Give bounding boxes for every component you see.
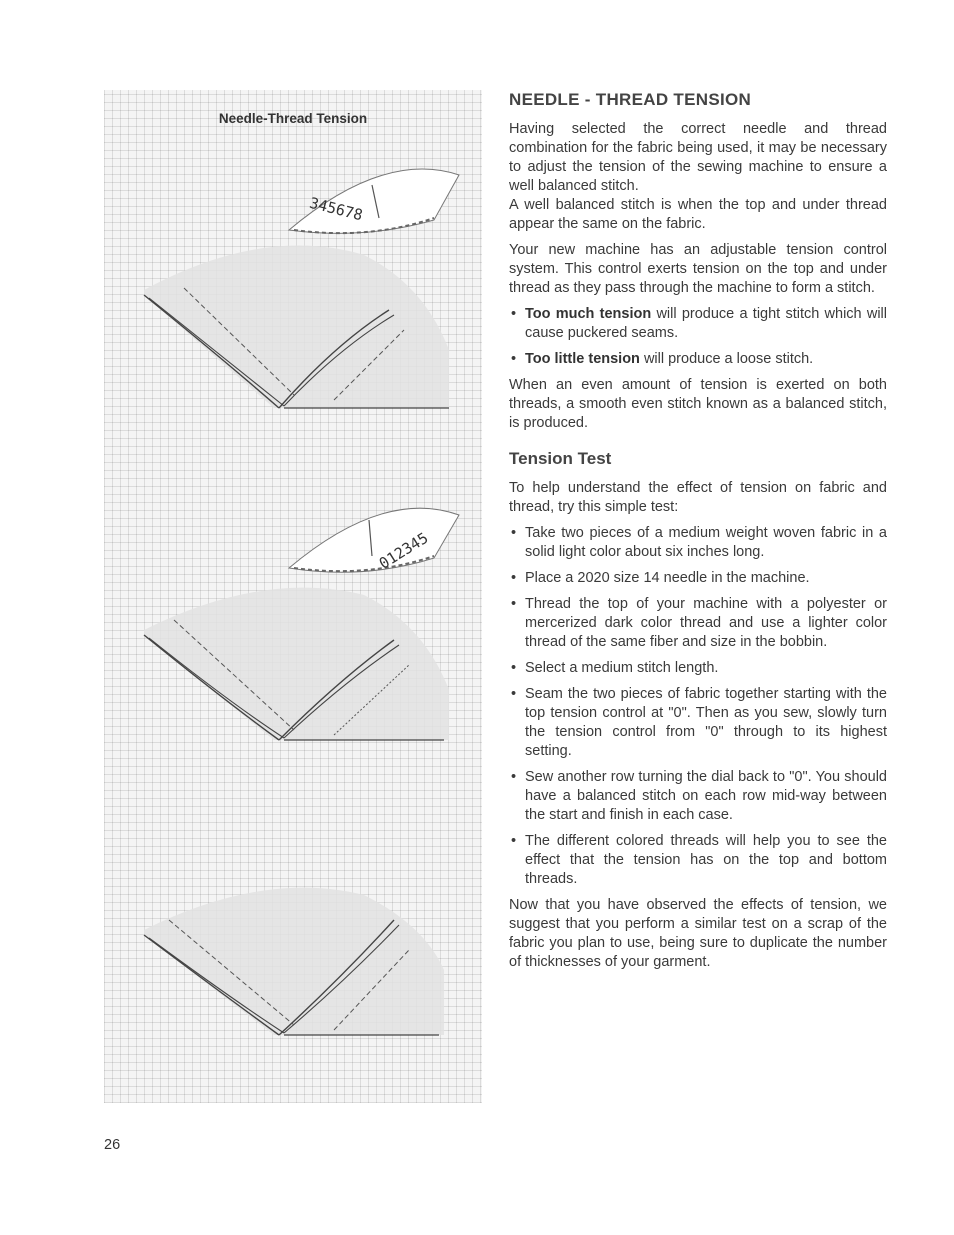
tension-illustrations	[104, 90, 482, 1103]
tension-test-heading: Tension Test	[509, 449, 612, 468]
test-step: • Select a medium stitch length.	[511, 660, 719, 676]
test-step: • Place a 2020 size 14 needle in the machine.	[511, 570, 810, 586]
dial-2-numbers: 012345	[375, 528, 432, 573]
tension-dial-1	[289, 169, 459, 233]
test-step: • Sew another row turning the dial back to "0". You should have a balanced stitch on each row mid-way between the start and finish in each case.	[511, 769, 887, 823]
test-step: • The different colored threads will help you to see the effect that the tension has on the top and bottom threads.	[511, 833, 887, 887]
dial-1-numbers: 345678	[307, 193, 365, 225]
fabric-sample-2	[144, 588, 449, 740]
bullet-term: Too much tension	[525, 306, 652, 322]
conclusion-paragraph: Now that you have observed the effects of tension, we suggest that you perform a similar test on a scrap of the fabric you plan to use, being sure to duplicate the number of thicknesses of your garment.	[509, 897, 887, 970]
intro-paragraph-2: A well balanced stitch is when the top and under thread appear the same on the fabric.	[509, 197, 887, 232]
page-number: 26	[104, 1137, 121, 1153]
test-step: • Seam the two pieces of fabric together starting with the top tension control at "0". Then as you sew, slowly turn the tension control from "0" through to its highest setting.	[511, 686, 887, 759]
intro-paragraph-1: Having selected the correct needle and thread combination for the fabric being used, it may be necessary to adjust the tension of the sewing machine to ensure a well balanced stitch.	[509, 121, 887, 194]
bullet-text: will produce a loose stitch.	[639, 351, 814, 367]
tension-dial-2	[289, 508, 459, 573]
needle-thread-tension-figure	[104, 90, 482, 1103]
intro-paragraph-3: Your new machine has an adjustable tension control system. This control exerts tension on the top and under thread as they pass through the machine to form a stitch.	[509, 242, 887, 296]
bullet-text: will produce a tight stitch which will cause puckered seams.	[525, 306, 887, 341]
figure-title: Needle-Thread Tension	[218, 111, 368, 126]
balanced-paragraph: When an even amount of tension is exerted on both threads, a smooth even stitch known as a balanced stitch, is produced.	[509, 377, 887, 431]
section-heading: NEEDLE - THREAD TENSION	[509, 90, 752, 109]
fabric-sample-1	[144, 246, 449, 408]
text-column	[509, 90, 887, 979]
test-step: • Take two pieces of a medium weight woven fabric in a solid light color about six inches long.	[511, 525, 887, 560]
test-step: • Thread the top of your machine with a polyester or mercerized dark color thread and use a lighter color thread of the same fiber and size in the bobbin.	[511, 596, 887, 650]
test-intro: To help understand the effect of tension on fabric and thread, try this simple test:	[509, 480, 887, 515]
bullet-term: Too little tension	[525, 351, 640, 367]
fabric-sample-3	[144, 888, 444, 1035]
bullet-too-little-tension: • Too little tension will produce a loose stitch.	[511, 351, 814, 367]
bullet-too-much-tension: • Too much tension will produce a tight stitch which will cause puckered seams.	[511, 306, 887, 341]
